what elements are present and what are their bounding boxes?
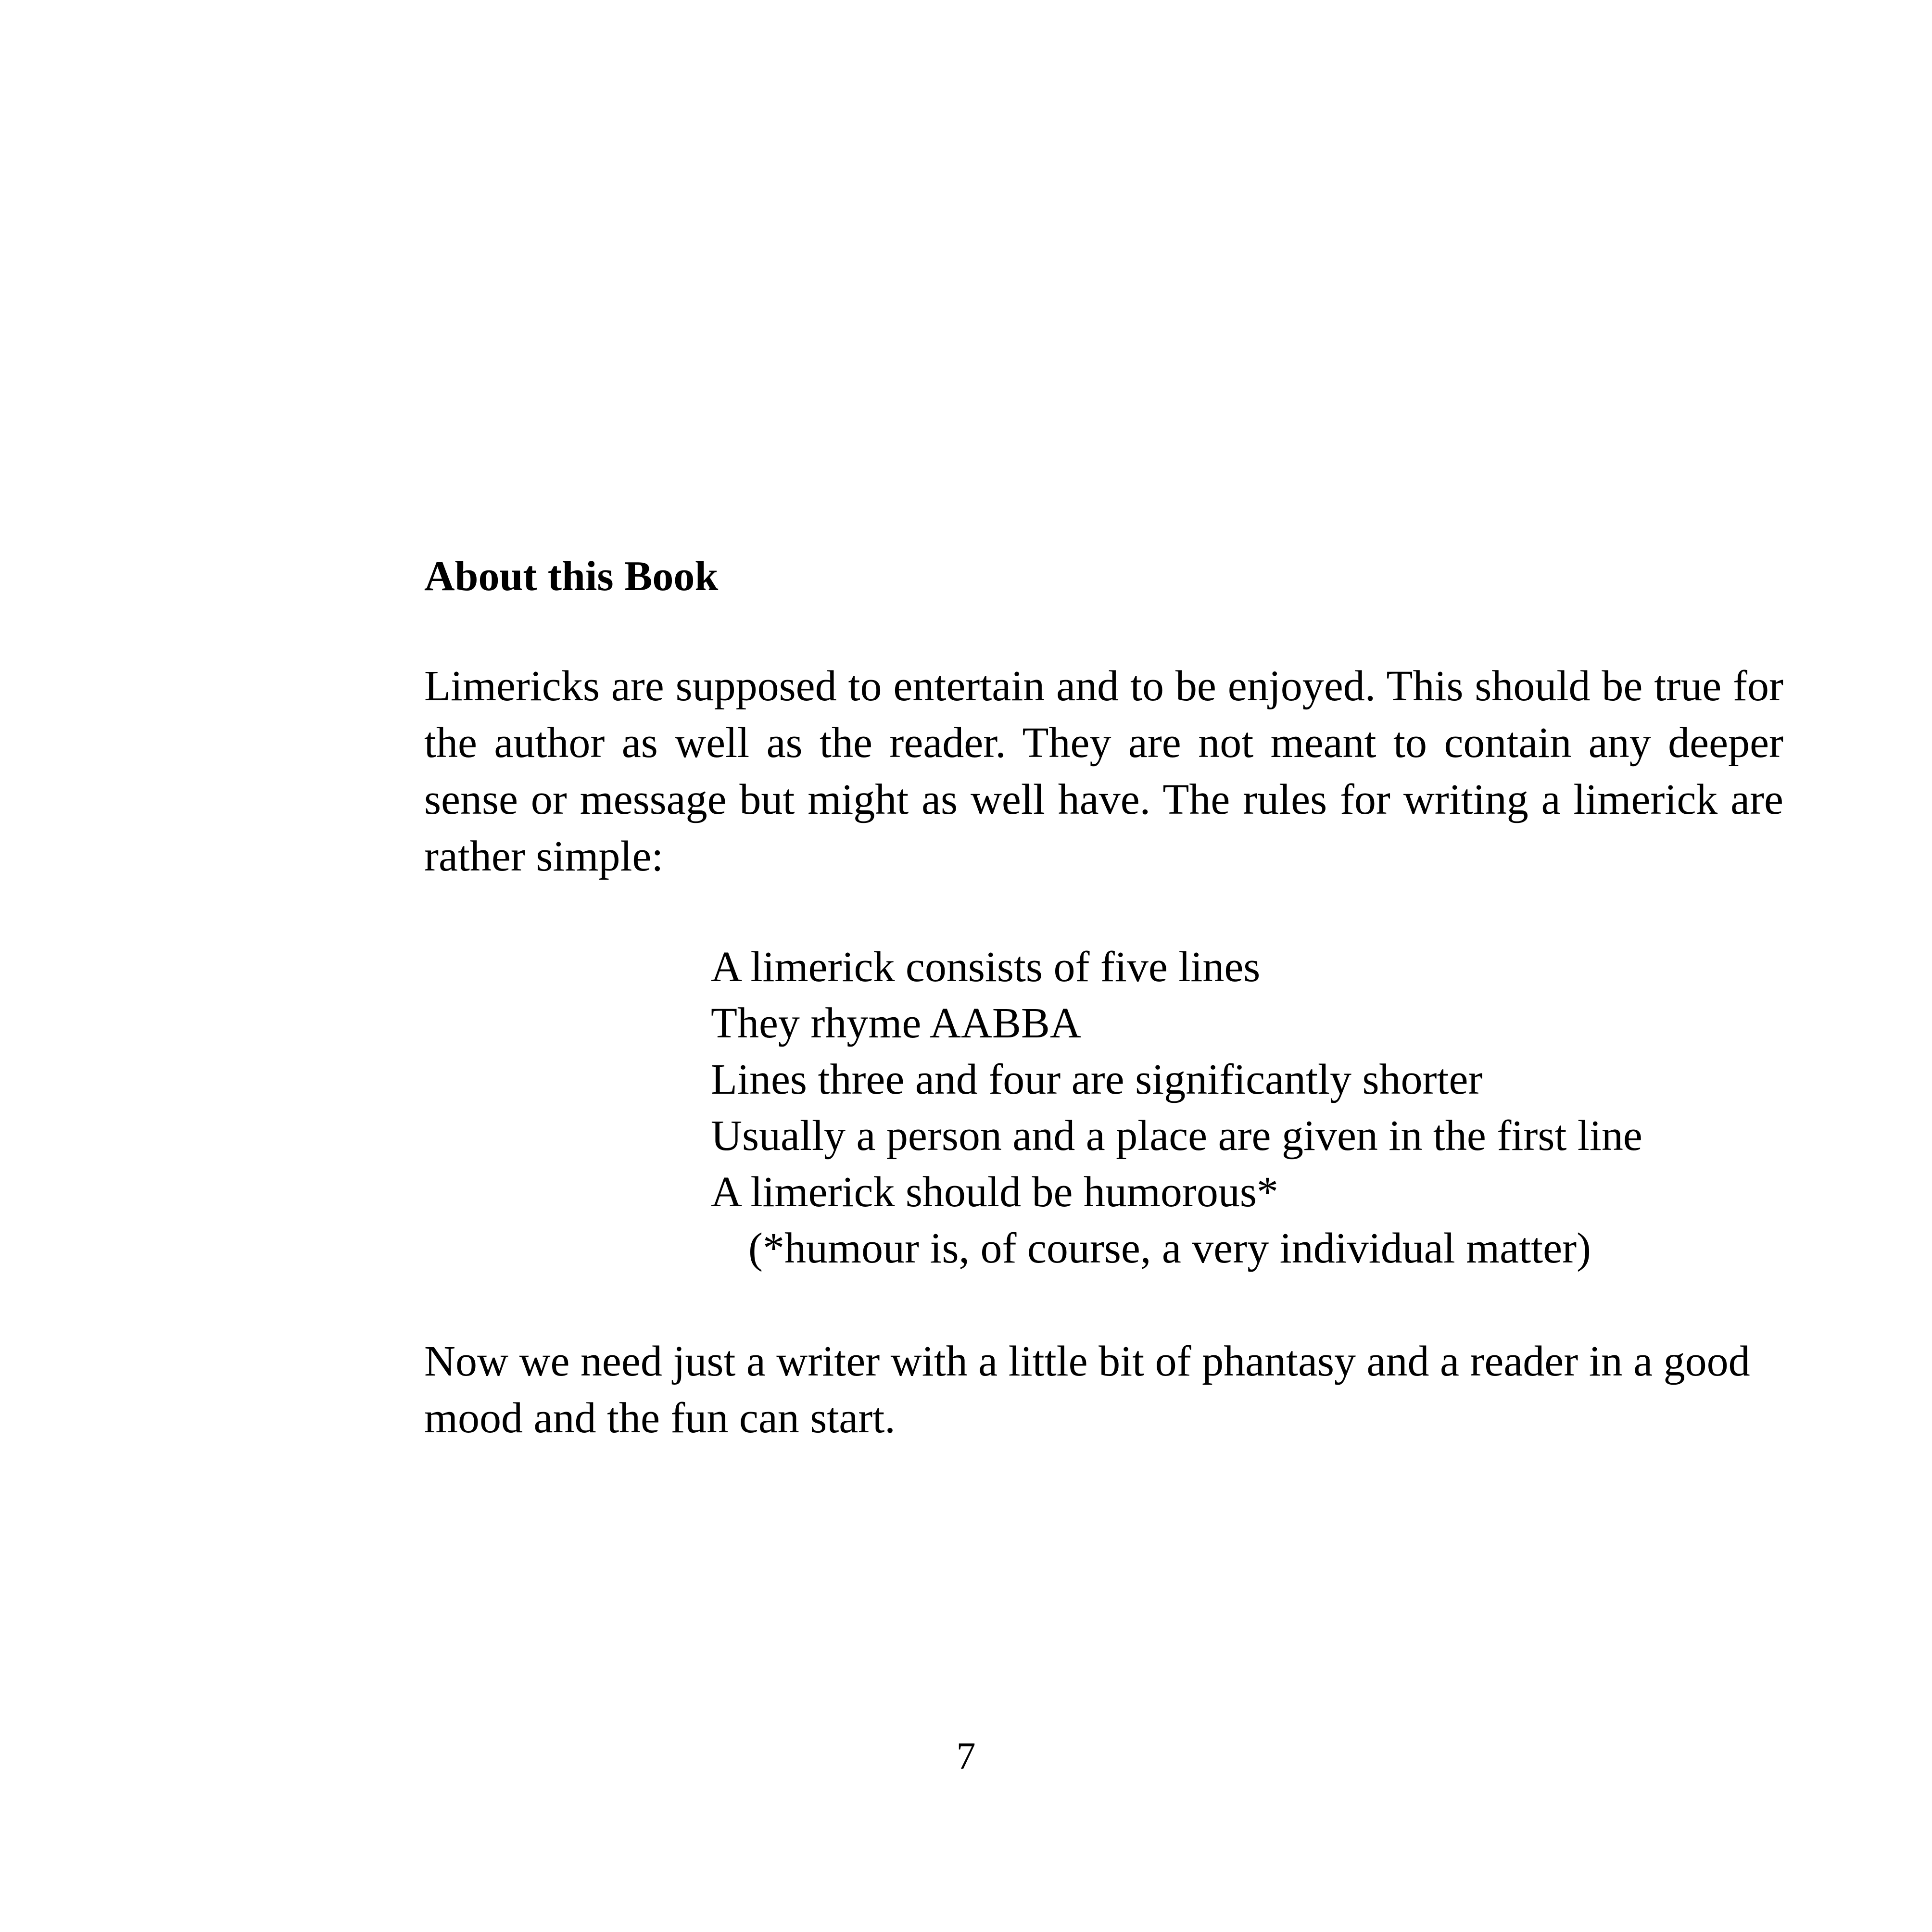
rule-item: They rhyme AABBA bbox=[711, 999, 1081, 1047]
intro-paragraph: Limericks are supposed to entertain and to be enjoyed. This should be true for the author as well as the reader. They are not meant to contain any deeper sense or message but might as well have. The rules for writing a limerick are rather simple: bbox=[424, 662, 1783, 880]
rule-item: A limerick consists of five lines bbox=[711, 943, 1261, 991]
section-heading: About this Book bbox=[424, 553, 719, 600]
page-number: 7 bbox=[956, 1735, 976, 1778]
rule-item: Lines three and four are significantly shorter bbox=[711, 1056, 1483, 1103]
rule-item: Usually a person and a place are given in the first line bbox=[711, 1112, 1642, 1160]
limerick-rules-list bbox=[711, 939, 1817, 1276]
rule-item: A limerick should be humorous* bbox=[711, 1168, 1278, 1216]
closing-paragraph: Now we need just a writer with a little bit of phantasy and a reader in a good mood and the fun can start. bbox=[424, 1338, 1750, 1442]
humour-footnote: (*humour is, of course, a very individual matter) bbox=[748, 1225, 1591, 1272]
